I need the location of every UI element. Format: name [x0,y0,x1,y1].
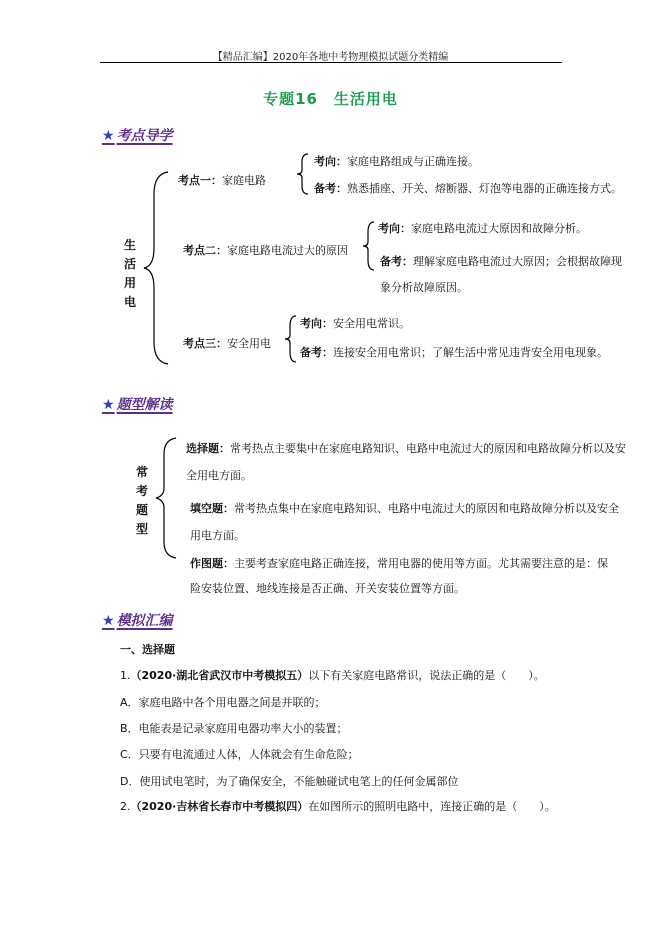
item-tag: 作图题： [190,557,234,570]
k3-heading [183,335,271,351]
option-a: A．家庭电路中各个用电器之间是并联的； [120,696,326,709]
root-char: 题 [136,503,149,517]
k3-item-1 [300,315,410,331]
section-title: 考点导学 [116,128,173,144]
k3-label: 考点三： [183,337,227,350]
outline1-big-brace [140,170,172,366]
header-rule [100,62,562,63]
k2-item-2 [380,253,622,269]
item-tag: 考向： [378,222,411,235]
option-b: B．电能表是记录家庭用电器功率大小的装置； [120,722,348,735]
section-title: 题型解读 [116,397,173,413]
root-char: 考 [136,484,149,498]
k3-topic: 安全用电 [227,337,271,350]
option-c: C．只要有电流通过人体，人体就会有生命危险； [120,748,359,761]
item-text: 家庭电路组成与正确连接。 [347,155,479,168]
item-text: 家庭电路电流过大原因和故障分析。 [411,222,587,235]
item-tag: 考向： [300,317,333,330]
k2-topic: 家庭电路电流过大的原因 [227,244,348,257]
root-char: 常 [136,465,149,479]
question-source: （2020·吉林省长春市中考模拟四） [130,800,309,813]
root-char: 生 [124,238,137,252]
root-char: 电 [124,295,137,309]
option-d: D．使用试电笔时，为了确保安全，不能触碰试电笔上的任何金属部位 [120,775,459,788]
question-number: 1. [120,669,131,682]
item-tag: 备考： [314,182,347,195]
item-text: 主要考查家庭电路正确连接，常用电器的使用等方面。尤其需要注意的是：保 [234,557,608,570]
question-number: 2. [120,800,131,813]
question-source: （2020·湖北省武汉市中考模拟五） [130,669,309,682]
k1-item-1 [314,153,479,169]
k1-topic: 家庭电路 [222,174,266,187]
page-header: 【精品汇编】2020年各地中考物理模拟试题分类精编 [212,52,449,63]
section-heading-tixing [102,394,173,414]
root-char: 型 [136,522,149,536]
item-tag: 备考： [300,346,333,359]
item-tag: 填空题： [190,502,234,515]
k2-item-1 [378,220,587,236]
page-title: 专题16 生活用电 [263,90,398,108]
type-item-1 [186,440,626,456]
k2-brace [360,220,378,272]
item-text: 安全用电常识。 [333,317,410,330]
part-heading: 一、选择题 [120,643,175,656]
item-tag: 备考： [380,255,413,268]
question-stem: 以下有关家庭电路常识，说法正确的是（ ）。 [308,669,545,682]
item-text: 理解家庭电路电流过大原因；会根据故障现 [413,255,622,268]
root-char: 活 [124,257,137,271]
section-heading-moni [102,610,173,630]
k2-label: 考点二： [183,244,227,257]
k2-heading [183,242,348,258]
outline1-root [124,236,136,312]
item-tag: 选择题： [186,442,230,455]
k1-heading [178,172,266,188]
question-stem: 在如图所示的照明电路中，连接正确的是（ ）。 [308,800,556,813]
question-1 [120,667,545,683]
item-text: 熟悉插座、开关、熔断器、灯泡等电器的正确连接方式。 [347,182,622,195]
type-item-2 [190,500,619,516]
type-item-2-cont: 用电方面。 [190,529,245,542]
k1-item-2 [314,180,622,196]
star-icon: ★ [102,613,115,629]
section-title: 模拟汇编 [116,613,173,629]
k1-brace [294,152,312,196]
star-icon: ★ [102,397,115,413]
section-heading-kaodian [102,125,173,145]
k2-item-2-cont: 象分析故障原因。 [380,281,468,294]
item-text: 常考热点集中在家庭电路知识、电路中电流过大的原因和电路故障分析以及安全 [234,502,619,515]
k1-label: 考点一： [178,174,222,187]
type-item-3-cont: 险安装位置、地线连接是否正确、开关安装位置等方面。 [190,582,465,595]
k3-item-2 [300,344,608,360]
type-item-3 [190,555,608,571]
item-text: 连接安全用电常识；了解生活中常见违背安全用电现象。 [333,346,608,359]
item-text: 常考热点主要集中在家庭电路知识、电路中电流过大的原因和电路故障分析以及安 [230,442,626,455]
outline2-root [136,463,148,539]
star-icon: ★ [102,128,115,144]
type-item-1-cont: 全用电方面。 [186,469,252,482]
root-char: 用 [124,276,137,290]
outline2-brace [152,436,180,560]
question-2 [120,798,556,814]
k3-brace [282,314,300,364]
item-tag: 考向： [314,155,347,168]
